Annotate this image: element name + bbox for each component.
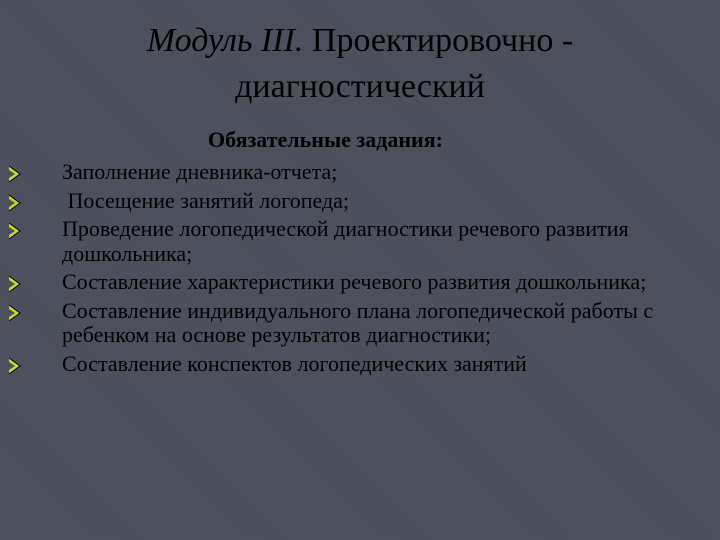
title-text-line2: диагностический: [235, 68, 485, 105]
arrow-chevron-icon: [6, 274, 26, 294]
arrow-chevron-icon: [6, 221, 26, 241]
arrow-chevron-icon: [6, 193, 26, 213]
title-module-label: Модуль III.: [146, 22, 304, 59]
task-list: [0, 160, 700, 380]
list-item: [0, 160, 700, 185]
list-item-text: Составление конспектов логопедических занятий: [62, 350, 527, 376]
list-item-text: Составление характеристики речевого развития дошкольника;: [62, 269, 647, 294]
list-item: [0, 352, 700, 377]
arrow-chevron-icon: [6, 164, 26, 184]
slide-subtitle: Обязательные задания:: [208, 127, 443, 152]
list-item: [0, 189, 700, 214]
list-item-text: Составление индивидуального плана логопедической работы с ребенком на основе результатов диагностики;: [62, 297, 654, 347]
list-item-text: Посещение занятий логопеда;: [62, 187, 350, 213]
list-item: [0, 270, 700, 295]
list-item-text: Заполнение дневника-отчета;: [62, 159, 338, 184]
list-item: [0, 217, 700, 266]
arrow-chevron-icon: [6, 303, 26, 323]
arrow-chevron-icon: [6, 356, 26, 376]
slide-title: [40, 18, 680, 110]
list-item-text: Проведение логопедической диагностики речевого развития дошкольника;: [62, 216, 629, 266]
title-text: Проектировочно -: [311, 22, 574, 59]
list-item: [0, 299, 700, 348]
